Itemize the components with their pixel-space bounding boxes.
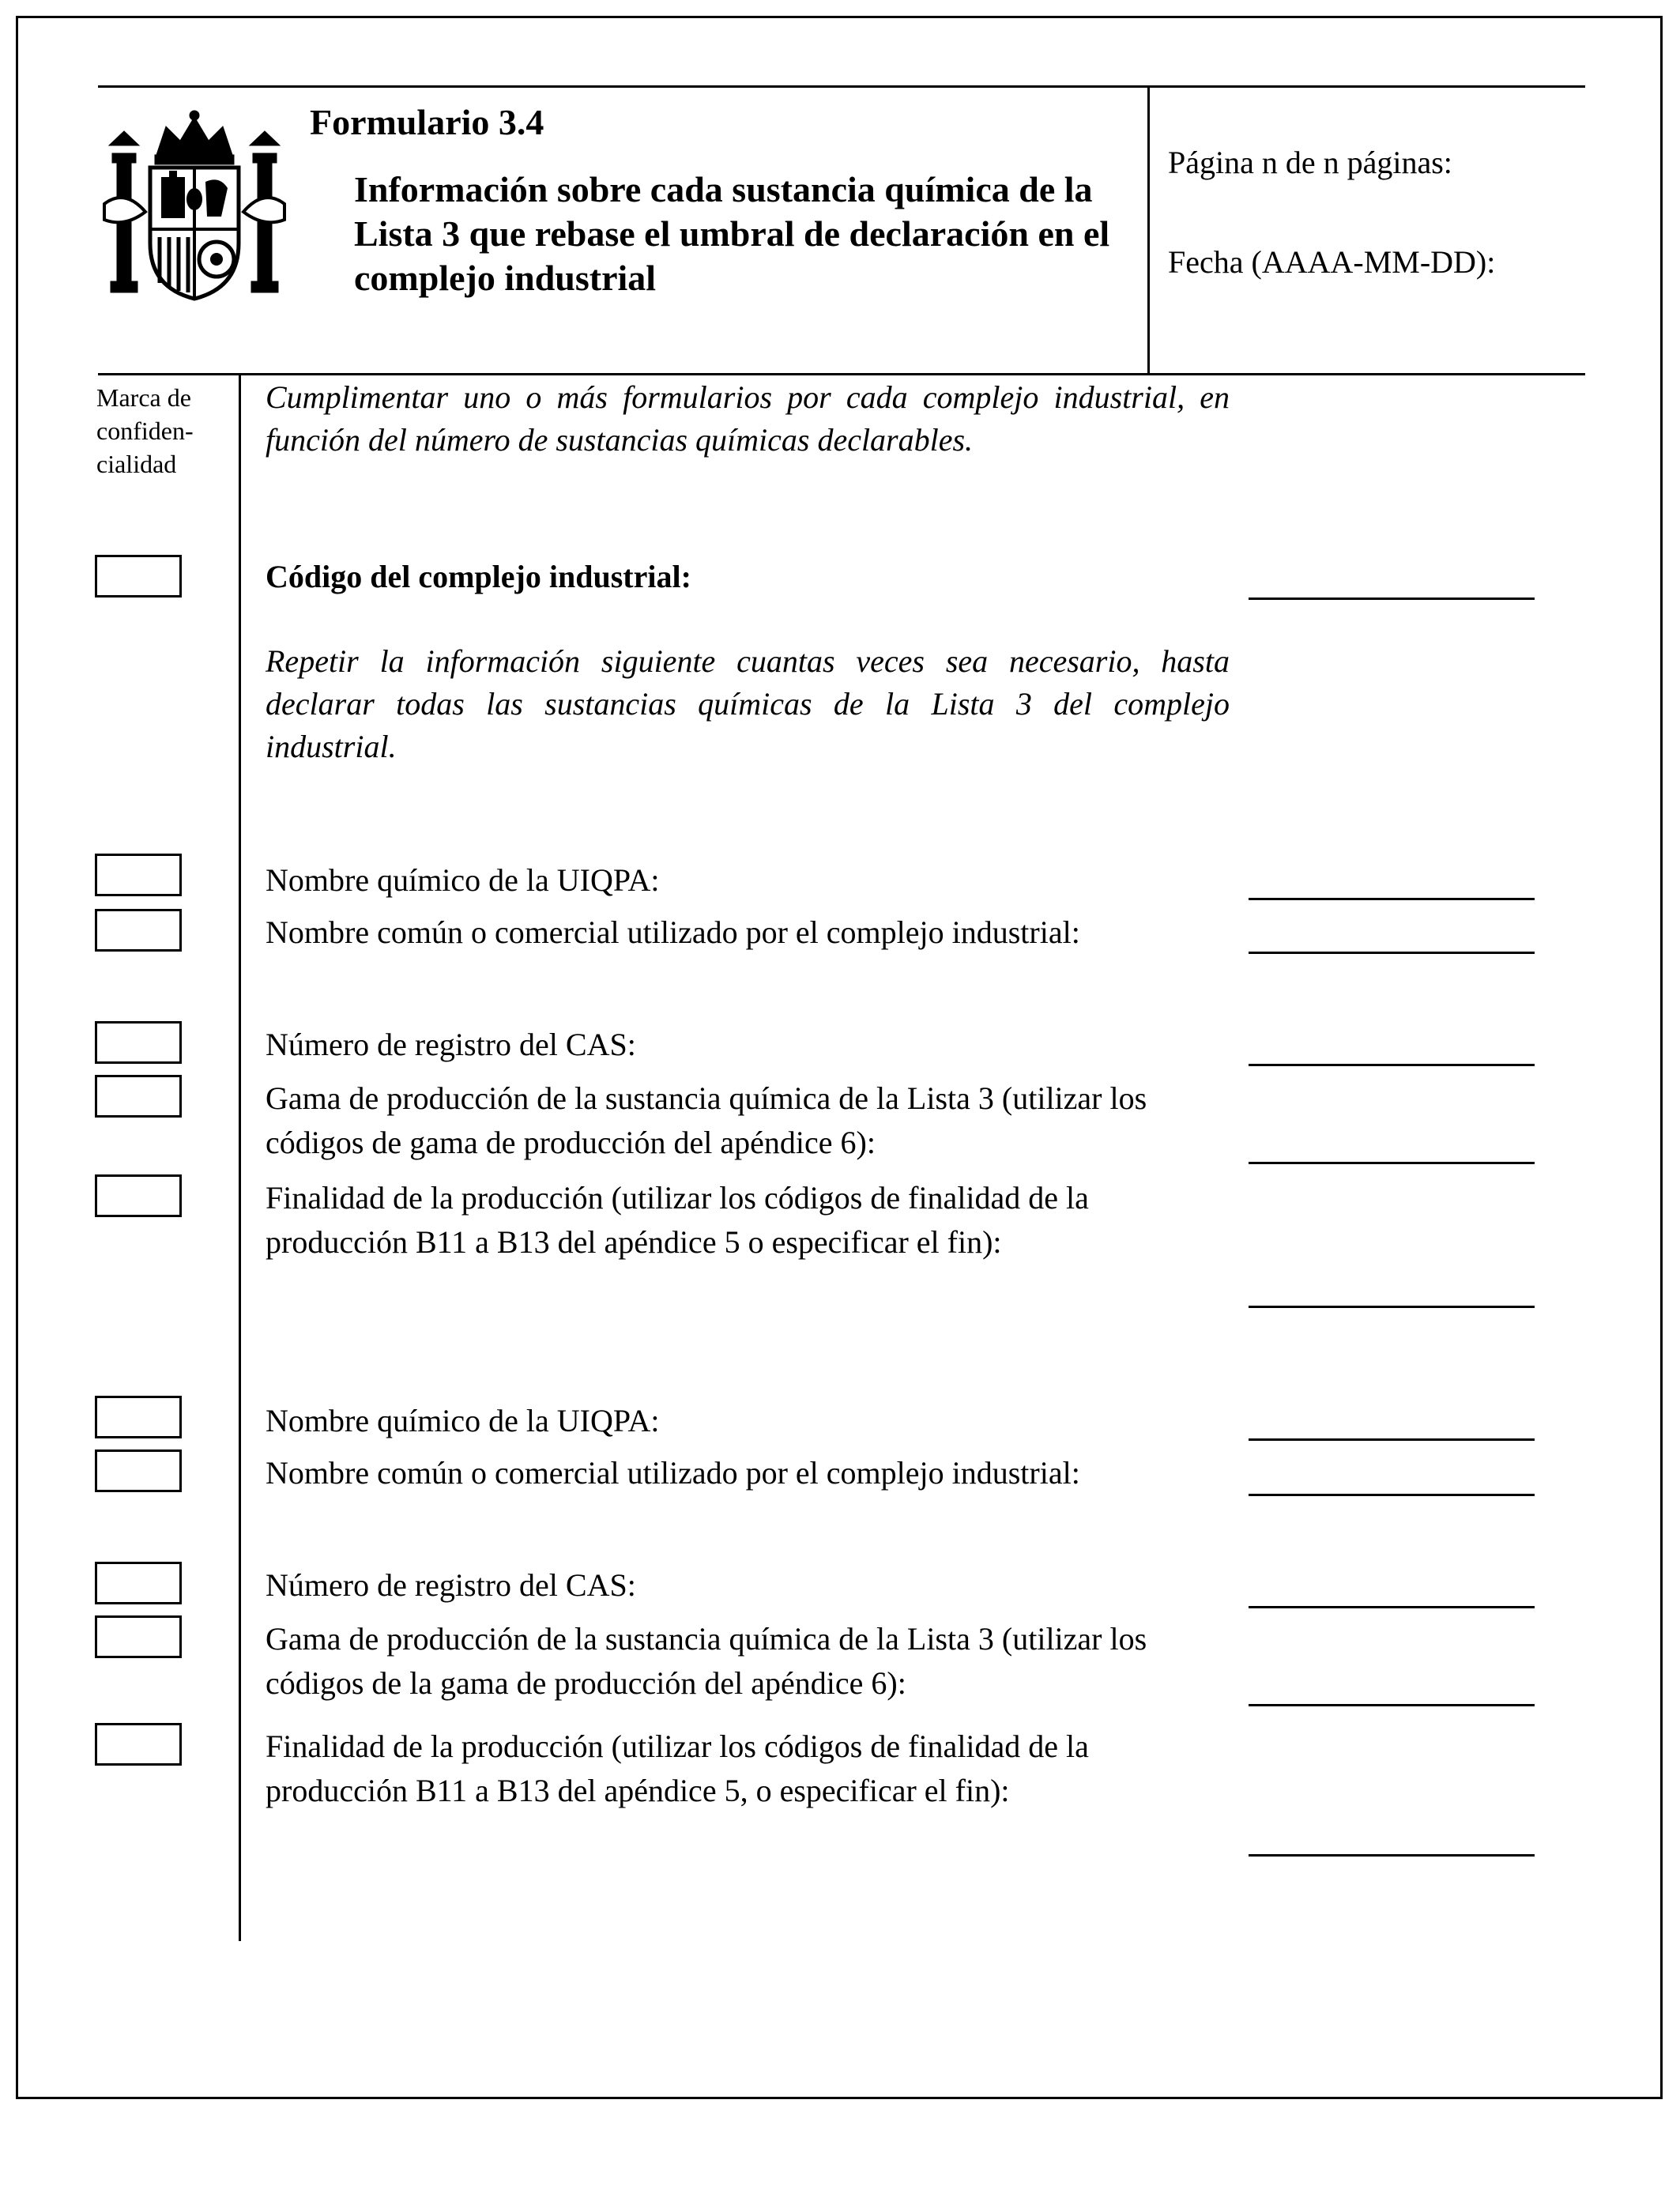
production-purpose-field[interactable] [1249,1854,1535,1857]
fill-instruction: Cumplimentar uno o más formularios por cada complejo industrial, en función del número de sustancias químicas declarables. [266,379,1230,458]
page-count-label: Página n de n páginas: [1168,145,1452,180]
confidentiality-checkbox-iupac-name[interactable] [95,1396,182,1438]
iupac-name-label: Nombre químico de la UIQPA: [266,1403,660,1438]
common-name-field[interactable] [1249,952,1535,954]
iupac-name-field[interactable] [1249,1438,1535,1441]
confidentiality-checkbox-production-range[interactable] [95,1075,182,1118]
confidentiality-checkbox-cas-number[interactable] [95,1562,182,1604]
header-bottom-rule [98,373,1585,375]
common-name-field[interactable] [1249,1494,1535,1496]
header-divider [1147,85,1150,375]
production-purpose-field[interactable] [1249,1306,1535,1308]
spanish-coat-of-arms-icon [101,109,288,305]
production-range-field[interactable] [1249,1704,1535,1706]
iupac-name-label: Nombre químico de la UIQPA: [266,862,660,898]
confidentiality-checkbox-production-purpose[interactable] [95,1174,182,1217]
form-number: Formulario 3.4 [310,102,544,142]
form-title: Información sobre cada sustancia química de la Lista 3 que rebase el umbral de declaración en el complejo industrial [354,169,1110,298]
production-range-label: Gama de producción de la sustancia química de la Lista 3 (utilizar los códigos de la gama de producción del apéndice 6): [266,1621,1147,1701]
confidentiality-checkbox-complex-code[interactable] [95,555,182,598]
common-name-label: Nombre común o comercial utilizado por el complejo industrial: [266,1455,1080,1491]
production-purpose-label: Finalidad de la producción (utilizar los códigos de finalidad de la producción B11 a B13 del apéndice 5 o especificar el fin): [266,1180,1089,1260]
header-top-rule [98,85,1585,88]
cas-number-field[interactable] [1249,1606,1535,1608]
repeat-instruction: Repetir la información siguiente cuantas veces sea necesario, hasta declarar todas las sustancias químicas de la Lista 3 del complejo industrial. [266,643,1230,764]
iupac-name-field[interactable] [1249,898,1535,900]
confidentiality-checkbox-iupac-name[interactable] [95,854,182,896]
complex-code-field[interactable] [1249,598,1535,600]
confidentiality-checkbox-production-purpose[interactable] [95,1723,182,1766]
cas-number-label: Número de registro del CAS: [266,1567,636,1603]
date-label: Fecha (AAAA-MM-DD): [1168,244,1496,280]
confidentiality-checkbox-cas-number[interactable] [95,1021,182,1064]
complex-code-label: Código del complejo industrial: [266,559,691,594]
confidentiality-checkbox-common-name[interactable] [95,1449,182,1492]
production-purpose-label: Finalidad de la producción (utilizar los códigos de finalidad de la producción B11 a B13 del apéndice 5, o especificar el fin): [266,1728,1089,1808]
confidentiality-column-label: Marca de confiden-cialidad [96,383,194,478]
cas-number-label: Número de registro del CAS: [266,1027,636,1062]
cas-number-field[interactable] [1249,1064,1535,1066]
confidentiality-column-divider [239,373,241,1941]
confidentiality-checkbox-production-range[interactable] [95,1615,182,1658]
common-name-label: Nombre común o comercial utilizado por el complejo industrial: [266,914,1080,950]
production-range-field[interactable] [1249,1162,1535,1164]
confidentiality-checkbox-common-name[interactable] [95,909,182,952]
production-range-label: Gama de producción de la sustancia química de la Lista 3 (utilizar los códigos de gama de producción del apéndice 6): [266,1080,1147,1160]
